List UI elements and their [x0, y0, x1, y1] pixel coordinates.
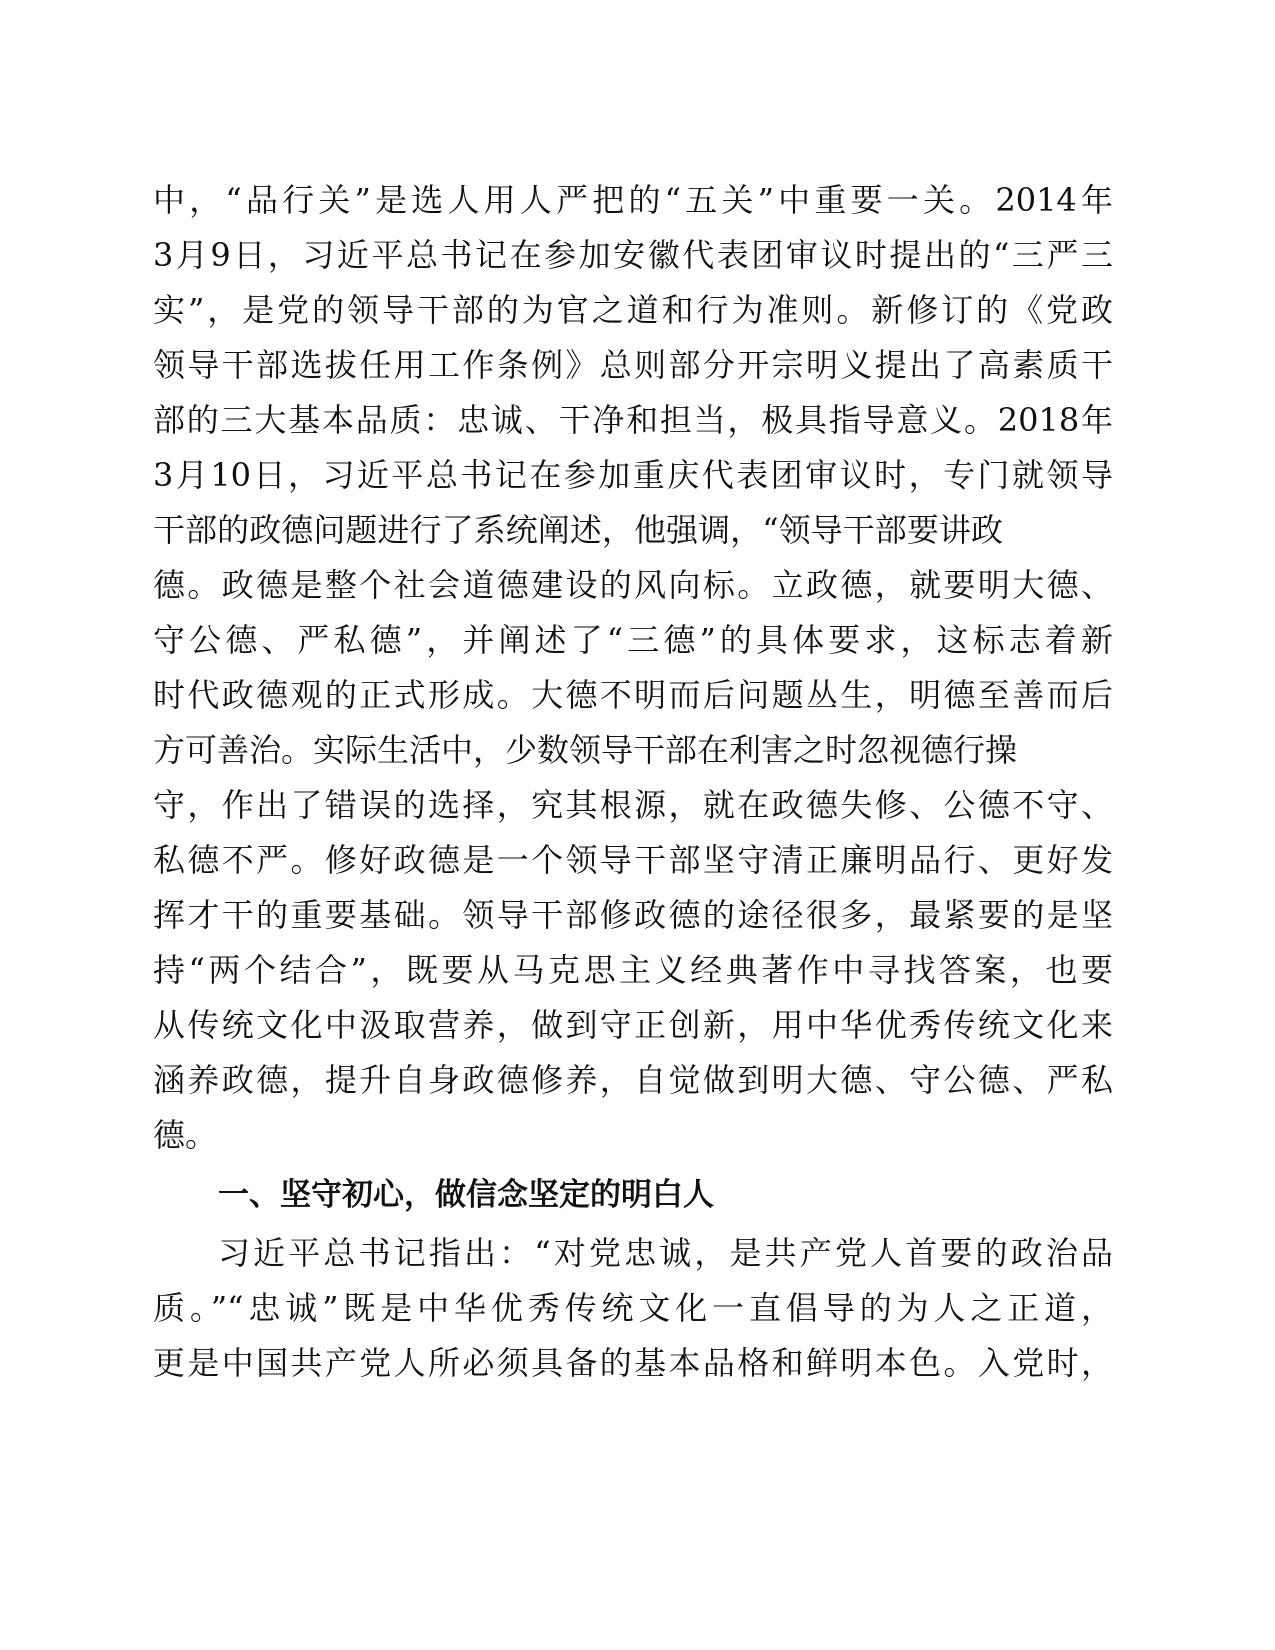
text-line: 德。政德是整个社会道德建设的风向标。立政德，就要明大德、: [153, 566, 1113, 604]
text-line: 干部的政德问题进行了系统阐述，他强调，“领导干部要讲政: [153, 511, 1003, 549]
text-line: 德。: [153, 1116, 218, 1154]
text-line: 领导干部选拔任用工作条例》总则部分开宗明义提出了高素质干: [153, 346, 1113, 384]
text-line: 部的三大基本品质：忠诚、干净和担当，极具指导意义。2018年: [153, 401, 1113, 439]
text-line: 挥才干的重要基础。领导干部修政德的途径很多，最紧要的是坚: [153, 896, 1113, 934]
text-line: 涵养政德，提升自身政德修养，自觉做到明大德、守公德、严私: [153, 1061, 1113, 1099]
text-line: 持“两个结合”，既要从马克思主义经典著作中寻找答案，也要: [153, 951, 1113, 989]
text-line: 3月10日，习近平总书记在参加重庆代表团审议时，专门就领导: [153, 456, 1113, 494]
section-heading: 一、坚守初心，做信念坚定的明白人: [218, 1177, 714, 1213]
text-line: 私德不严。修好政德是一个领导干部坚守清正廉明品行、更好发: [153, 841, 1113, 879]
text-line: 方可善治。实际生活中，少数领导干部在利害之时忽视德行操: [153, 731, 1018, 769]
text-line: 从传统文化中汲取营养，做到守正创新，用中华优秀传统文化来: [153, 1006, 1113, 1044]
text-line: 中，“品行关”是选人用人严把的“五关”中重要一关。2014年: [153, 181, 1113, 219]
text-line: 质。”“忠诚”既是中华优秀传统文化一直倡导的为人之正道，: [153, 1289, 1113, 1327]
text-line: 时代政德观的正式形成。大德不明而后问题丛生，明德至善而后: [153, 676, 1113, 714]
text-line: 守公德、严私德”，并阐述了“三德”的具体要求，这标志着新: [153, 621, 1113, 659]
text-line: 更是中国共产党人所必须具备的基本品格和鲜明本色。入党时，: [153, 1344, 1113, 1382]
text-line: 守，作出了错误的选择，究其根源，就在政德失修、公德不守、: [153, 786, 1113, 824]
text-line: 实”，是党的领导干部的为官之道和行为准则。新修订的《党政: [153, 291, 1113, 329]
text-line: 3月9日，习近平总书记在参加安徽代表团审议时提出的“三严三: [153, 236, 1113, 274]
text-line: 习近平总书记指出：“对党忠诚，是共产党人首要的政治品: [218, 1234, 1113, 1272]
